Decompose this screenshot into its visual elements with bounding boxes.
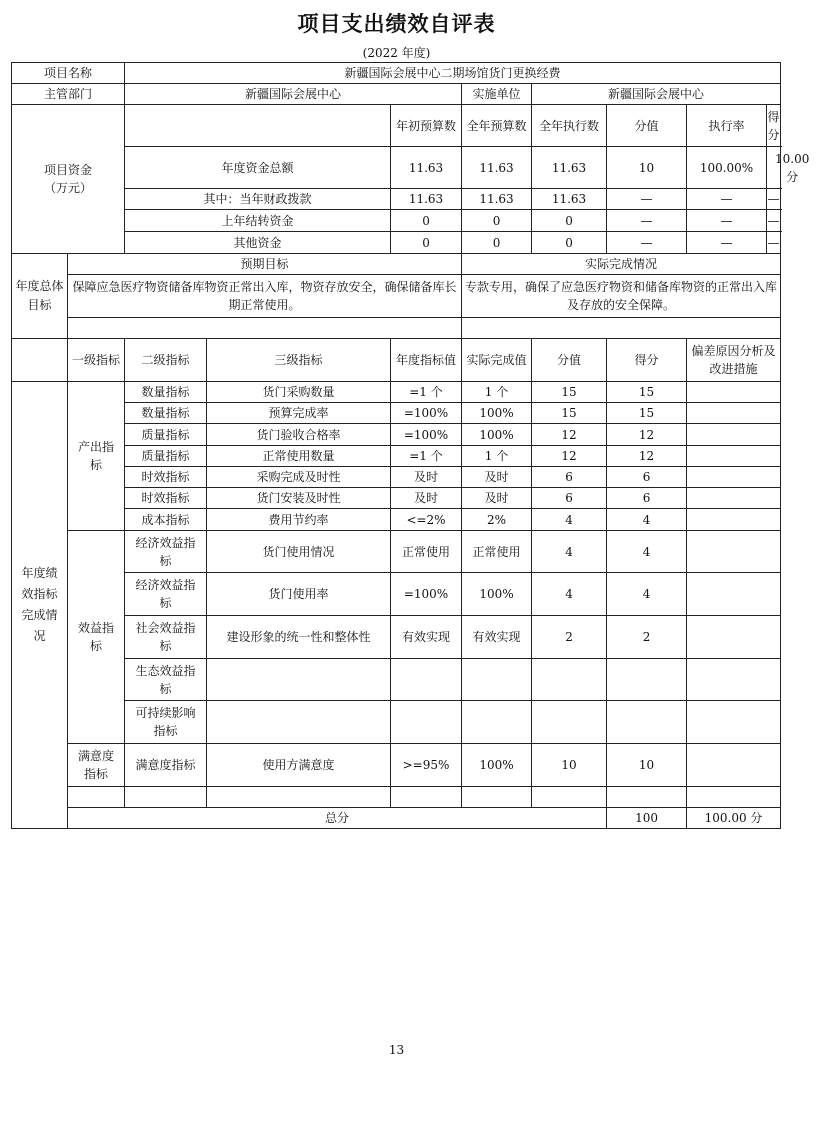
level3-cell: 货门安装及时性 bbox=[207, 488, 391, 509]
actual-cell bbox=[462, 701, 532, 744]
level2-cell: 数量指标 bbox=[125, 403, 207, 424]
level2-cell: 满意度指标 bbox=[125, 744, 207, 787]
level2-cell: 质量指标 bbox=[125, 446, 207, 467]
funds-annual: 0 bbox=[462, 210, 532, 232]
header-score-value: 分值 bbox=[532, 339, 607, 382]
funds-header-blank bbox=[125, 105, 391, 147]
score-cell: 4 bbox=[607, 573, 687, 616]
level3-cell: 货门使用率 bbox=[207, 573, 391, 616]
table-row bbox=[12, 509, 781, 531]
score-cell bbox=[607, 701, 687, 744]
score-cell: 2 bbox=[607, 616, 687, 659]
indicator-header-blank bbox=[12, 339, 68, 382]
table-row bbox=[12, 382, 781, 403]
total-score: 100.00 分 bbox=[687, 808, 781, 829]
deviation-cell bbox=[687, 659, 781, 701]
actual-cell bbox=[462, 659, 532, 701]
funds-row-label: 其他资金 bbox=[125, 232, 391, 254]
target-cell: >=95% bbox=[391, 744, 462, 787]
level2-cell: 质量指标 bbox=[125, 424, 207, 446]
funds-executed: 11.63 bbox=[532, 189, 607, 210]
funds-row-label: 年度资金总额 bbox=[125, 147, 391, 189]
funds-score-value: 10 bbox=[607, 147, 687, 189]
score-value-cell: 10 bbox=[532, 744, 607, 787]
level2-cell: 时效指标 bbox=[125, 488, 207, 509]
deviation-cell bbox=[687, 446, 781, 467]
funds-header: 得分 bbox=[767, 109, 780, 142]
level2-cell: 数量指标 bbox=[125, 382, 207, 403]
funds-rate: — bbox=[687, 189, 767, 209]
funds-score-value: — bbox=[607, 210, 687, 232]
funds-initial: 0 bbox=[391, 210, 462, 232]
project-name: 新疆国际会展中心二期场馆货门更换经费 bbox=[125, 63, 781, 84]
funds-score-value: — bbox=[607, 189, 687, 210]
level2-cell: 生态效益指标 bbox=[125, 659, 207, 701]
deviation-cell bbox=[687, 701, 781, 744]
level2-cell: 成本指标 bbox=[125, 509, 207, 531]
target-cell bbox=[391, 701, 462, 744]
blank-cell bbox=[207, 787, 391, 808]
table-row bbox=[12, 659, 781, 701]
funds-header: 执行率 bbox=[687, 105, 767, 146]
funds-score: — bbox=[767, 192, 780, 206]
deviation-cell bbox=[687, 467, 781, 488]
dept-label: 主管部门 bbox=[12, 84, 125, 105]
actual-cell: 及时 bbox=[462, 488, 532, 509]
table-row bbox=[12, 787, 781, 808]
funds-header: 分值 bbox=[607, 105, 687, 147]
level2-cell: 可持续影响指标 bbox=[125, 701, 207, 744]
funds-score-value: — bbox=[607, 232, 687, 254]
level2-cell: 经济效益指标 bbox=[125, 573, 207, 616]
level3-cell: 正常使用数量 bbox=[207, 446, 391, 467]
funds-rate-score bbox=[687, 189, 781, 210]
funds-rate: — bbox=[687, 232, 767, 253]
score-cell: 15 bbox=[607, 403, 687, 424]
deviation-cell bbox=[687, 531, 781, 573]
level3-cell: 货门验收合格率 bbox=[207, 424, 391, 446]
year-label: (2022 年度) bbox=[362, 46, 431, 60]
goals-blank bbox=[462, 318, 781, 339]
funds-initial: 11.63 bbox=[391, 147, 462, 189]
actual-cell: 正常使用 bbox=[462, 531, 532, 573]
header-target: 年度指标值 bbox=[391, 339, 462, 382]
target-cell: =100% bbox=[391, 573, 462, 616]
deviation-cell bbox=[687, 616, 781, 659]
level3-cell: 建设形象的统一性和整体性 bbox=[207, 616, 391, 659]
score-value-cell: 4 bbox=[532, 573, 607, 616]
funds-row bbox=[12, 147, 781, 189]
evaluation-table bbox=[11, 62, 810, 829]
table-row bbox=[12, 616, 781, 659]
funds-row-label: 其中：当年财政拨款 bbox=[125, 189, 391, 210]
blank-cell bbox=[532, 787, 607, 808]
score-value-cell: 2 bbox=[532, 616, 607, 659]
expected-header: 预期目标 bbox=[68, 254, 462, 275]
funds-header: 全年执行数 bbox=[532, 105, 607, 147]
level2-cell: 时效指标 bbox=[125, 467, 207, 488]
blank-cell bbox=[462, 787, 532, 808]
funds-rate: 100.00% bbox=[687, 147, 767, 188]
level1-benefit: 效益指标 bbox=[68, 531, 125, 744]
page-number: 13 bbox=[388, 1043, 405, 1057]
indicator-header-row bbox=[12, 339, 781, 382]
score-cell: 10 bbox=[607, 744, 687, 787]
indicators-section-label: 年度绩效指标完成情况 bbox=[12, 382, 68, 829]
funds-row bbox=[12, 210, 781, 232]
level2-cell: 经济效益指标 bbox=[125, 531, 207, 573]
funds-label bbox=[12, 105, 125, 254]
target-cell: =1 个 bbox=[391, 382, 462, 403]
target-cell bbox=[391, 659, 462, 701]
funds-score: 10.00分 bbox=[775, 151, 810, 184]
funds-executed: 0 bbox=[532, 232, 607, 254]
blank-cell bbox=[125, 787, 207, 808]
actual-cell: 1 个 bbox=[462, 382, 532, 403]
level3-cell bbox=[207, 659, 391, 701]
level1-output: 产出指标 bbox=[68, 382, 125, 531]
level3-cell: 货门采购数量 bbox=[207, 382, 391, 403]
funds-score: — bbox=[767, 235, 780, 250]
target-cell: =100% bbox=[391, 424, 462, 446]
funds-label-text: 项目资金 bbox=[44, 163, 93, 177]
actual-cell: 100% bbox=[462, 424, 532, 446]
actual-cell: 2% bbox=[462, 509, 532, 531]
total-label: 总分 bbox=[68, 808, 607, 829]
actual-header: 实际完成情况 bbox=[462, 254, 781, 275]
funds-annual: 0 bbox=[462, 232, 532, 254]
table-row bbox=[12, 573, 781, 616]
funds-score: — bbox=[767, 213, 780, 228]
deviation-cell bbox=[687, 403, 781, 424]
level3-cell bbox=[207, 701, 391, 744]
funds-row bbox=[12, 232, 781, 254]
actual-cell: 100% bbox=[462, 403, 532, 424]
deviation-cell bbox=[687, 488, 781, 509]
table-row bbox=[12, 467, 781, 488]
table-row bbox=[12, 701, 781, 744]
score-value-cell: 12 bbox=[532, 446, 607, 467]
table-row bbox=[12, 744, 781, 787]
deviation-cell bbox=[687, 744, 781, 787]
header-score: 得分 bbox=[607, 339, 687, 382]
funds-annual: 11.63 bbox=[462, 147, 532, 189]
total-row bbox=[12, 808, 781, 829]
funds-row-label: 上年结转资金 bbox=[125, 210, 391, 232]
score-cell: 6 bbox=[607, 467, 687, 488]
level1-satisfaction: 满意度指标 bbox=[68, 744, 125, 787]
header-actual: 实际完成值 bbox=[462, 339, 532, 382]
actual-cell: 100% bbox=[462, 744, 532, 787]
level3-cell: 费用节约率 bbox=[207, 509, 391, 531]
header-level1: 一级指标 bbox=[68, 339, 125, 382]
deviation-cell bbox=[687, 509, 781, 531]
score-value-cell: 4 bbox=[532, 531, 607, 573]
funds-executed: 0 bbox=[532, 210, 607, 232]
target-cell: 正常使用 bbox=[391, 531, 462, 573]
actual-cell: 及时 bbox=[462, 467, 532, 488]
table-row bbox=[12, 488, 781, 509]
actual-cell: 1 个 bbox=[462, 446, 532, 467]
score-value-cell bbox=[532, 701, 607, 744]
target-cell: 及时 bbox=[391, 467, 462, 488]
deviation-cell bbox=[687, 424, 781, 446]
level3-cell: 货门使用情况 bbox=[207, 531, 391, 573]
table-row bbox=[12, 403, 781, 424]
total-score-value: 100 bbox=[607, 808, 687, 829]
actual-goal: 专款专用，确保了应急医疗物资和储备库物资的正常出入库及存放的安全保障。 bbox=[462, 275, 781, 318]
blank-cell bbox=[391, 787, 462, 808]
funds-initial: 11.63 bbox=[391, 189, 462, 210]
score-value-cell: 6 bbox=[532, 488, 607, 509]
header-deviation: 偏差原因分析及改进措施 bbox=[687, 339, 781, 382]
target-cell: 及时 bbox=[391, 488, 462, 509]
funds-executed: 11.63 bbox=[532, 147, 607, 189]
funds-row bbox=[12, 189, 781, 210]
impl-value: 新疆国际会展中心 bbox=[532, 84, 781, 105]
level3-cell: 采购完成及时性 bbox=[207, 467, 391, 488]
project-name-label: 项目名称 bbox=[12, 63, 125, 84]
score-cell bbox=[607, 659, 687, 701]
impl-label: 实施单位 bbox=[462, 84, 532, 105]
header-level2: 二级指标 bbox=[125, 339, 207, 382]
funds-header: 全年预算数 bbox=[462, 105, 532, 147]
deviation-cell bbox=[687, 573, 781, 616]
funds-unit-text: （万元） bbox=[44, 181, 93, 195]
goals-label: 年度总体目标 bbox=[12, 254, 68, 339]
level2-cell: 社会效益指标 bbox=[125, 616, 207, 659]
score-cell: 4 bbox=[607, 531, 687, 573]
funds-header: 年初预算数 bbox=[391, 105, 462, 147]
page-title: 项目支出绩效自评表 bbox=[297, 12, 496, 36]
level3-cell: 使用方满意度 bbox=[207, 744, 391, 787]
score-value-cell: 15 bbox=[532, 403, 607, 424]
funds-annual: 11.63 bbox=[462, 189, 532, 210]
score-value-cell: 15 bbox=[532, 382, 607, 403]
table-row bbox=[12, 446, 781, 467]
actual-cell: 100% bbox=[462, 573, 532, 616]
deviation-cell bbox=[687, 382, 781, 403]
score-cell: 15 bbox=[607, 382, 687, 403]
header-level3: 三级指标 bbox=[207, 339, 391, 382]
funds-rate-score bbox=[687, 210, 781, 232]
actual-cell: 有效实现 bbox=[462, 616, 532, 659]
level3-cell: 预算完成率 bbox=[207, 403, 391, 424]
score-cell: 4 bbox=[607, 509, 687, 531]
table-row bbox=[12, 531, 781, 573]
score-cell: 12 bbox=[607, 424, 687, 446]
expected-goal: 保障应急医疗物资储备库物资正常出入库，物资存放安全，确保储备库长期正常使用。 bbox=[68, 275, 462, 318]
funds-header-pair bbox=[687, 105, 781, 147]
score-value-cell: 6 bbox=[532, 467, 607, 488]
score-value-cell bbox=[532, 659, 607, 701]
score-value-cell: 4 bbox=[532, 509, 607, 531]
funds-initial: 0 bbox=[391, 232, 462, 254]
blank-cell bbox=[68, 787, 125, 808]
score-cell: 12 bbox=[607, 446, 687, 467]
table-row bbox=[12, 424, 781, 446]
blank-cell bbox=[687, 787, 781, 808]
funds-rate: — bbox=[687, 210, 767, 231]
target-cell: =1 个 bbox=[391, 446, 462, 467]
score-cell: 6 bbox=[607, 488, 687, 509]
goals-blank bbox=[68, 318, 462, 339]
funds-rate-score bbox=[687, 147, 810, 189]
blank-cell bbox=[607, 787, 687, 808]
score-value-cell: 12 bbox=[532, 424, 607, 446]
target-cell: <=2% bbox=[391, 509, 462, 531]
target-cell: 有效实现 bbox=[391, 616, 462, 659]
dept-value: 新疆国际会展中心 bbox=[125, 84, 462, 105]
funds-rate-score bbox=[687, 232, 781, 254]
target-cell: =100% bbox=[391, 403, 462, 424]
